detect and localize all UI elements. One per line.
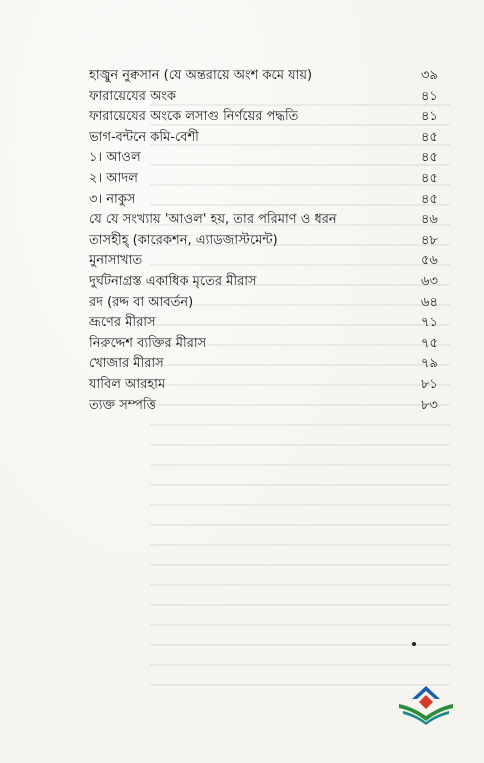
toc-entry-page: ৪৮ [421,232,438,248]
toc-entry-page: ৪৬ [421,212,438,228]
toc-entry-page: ৪৫ [421,191,438,207]
toc-entry-page: ৪৫ [421,129,438,145]
toc-entry-page: ৬৩ [421,273,438,289]
toc-entry-page: ৫৬ [421,253,438,269]
toc-entry-title: যে যে সংখ্যায় 'আওল' হয়, তার পরিমাণ ও ধরন [89,212,337,228]
toc-entry [89,107,449,128]
toc-entry-title: মুনাসাখাত [89,253,143,269]
toc-entry [89,396,449,417]
toc-entry-page: ৪১ [421,88,438,104]
toc-entry-title: ভ্রূণের মীরাস [89,315,156,331]
toc-entry-page: ৪৫ [421,150,438,166]
toc-entry-page: ৩৯ [421,68,438,83]
toc-entry-title: রদ (রদ্দ বা আবর্তন) [89,294,194,310]
toc-entry-page: ৬৪ [421,294,438,310]
toc-entry-page: ৭১ [421,315,438,331]
toc-entry [89,375,449,396]
toc-entry [89,66,449,87]
toc-entry-title: ফারায়েযের অংকে লসাগু নির্ণয়ের পদ্ধতি [89,109,299,125]
toc-entry [89,169,449,190]
toc-entry-title: ভাগ-বন্টনে কমি-বেশী [89,129,199,145]
toc-entry-page: ৮৩ [421,397,438,413]
toc-entry [89,251,449,272]
toc-entry [89,334,449,355]
toc-entry-title: দুর্ঘটনাগ্রস্ত একাধিক মৃতের মীরাস [89,273,257,289]
toc-entry-title: ফারায়েযের অংক [89,88,177,104]
logo-diamond-icon [419,695,433,709]
toc-entry-title: যাবিল আরহাম [89,376,166,392]
toc-entry [89,293,449,314]
toc-entry-title: ত্যক্ত সম্পত্তি [89,397,156,413]
toc-entry [89,313,449,334]
toc-entry [89,231,449,252]
toc-entry [89,272,449,293]
ink-dot [412,642,416,646]
table-of-contents [89,66,449,416]
toc-entry-title: ১। আওল [89,150,141,166]
toc-entry-page: ৭৫ [421,335,438,351]
toc-entry [89,87,449,108]
toc-entry [89,190,449,211]
toc-entry-page: ৪৫ [421,170,438,186]
toc-entry-title: হাজ্বুন নুক্বসান (যে অন্তরায়ে অংশ কমে যায়) [89,68,313,83]
toc-entry-title: ২। আদল [89,170,138,186]
toc-entry [89,128,449,149]
toc-entry-page: ৮১ [421,376,438,392]
toc-entry-title: ৩। নাকুস [89,191,136,207]
toc-entry-title: নিরুদ্দেশ ব্যক্তির মীরাস [89,335,207,351]
publisher-logo-icon [393,682,459,726]
toc-entry-title: খোজার মীরাস [89,356,164,372]
toc-entry [89,354,449,375]
toc-entry [89,148,449,169]
toc-entry-page: ৭৯ [421,356,438,372]
toc-entry [89,210,449,231]
toc-entry-page: ৪১ [421,109,438,125]
toc-entry-title: তাসহীহ্ (কারেকশন, এ্যাডজাস্টমেন্ট) [89,232,278,248]
